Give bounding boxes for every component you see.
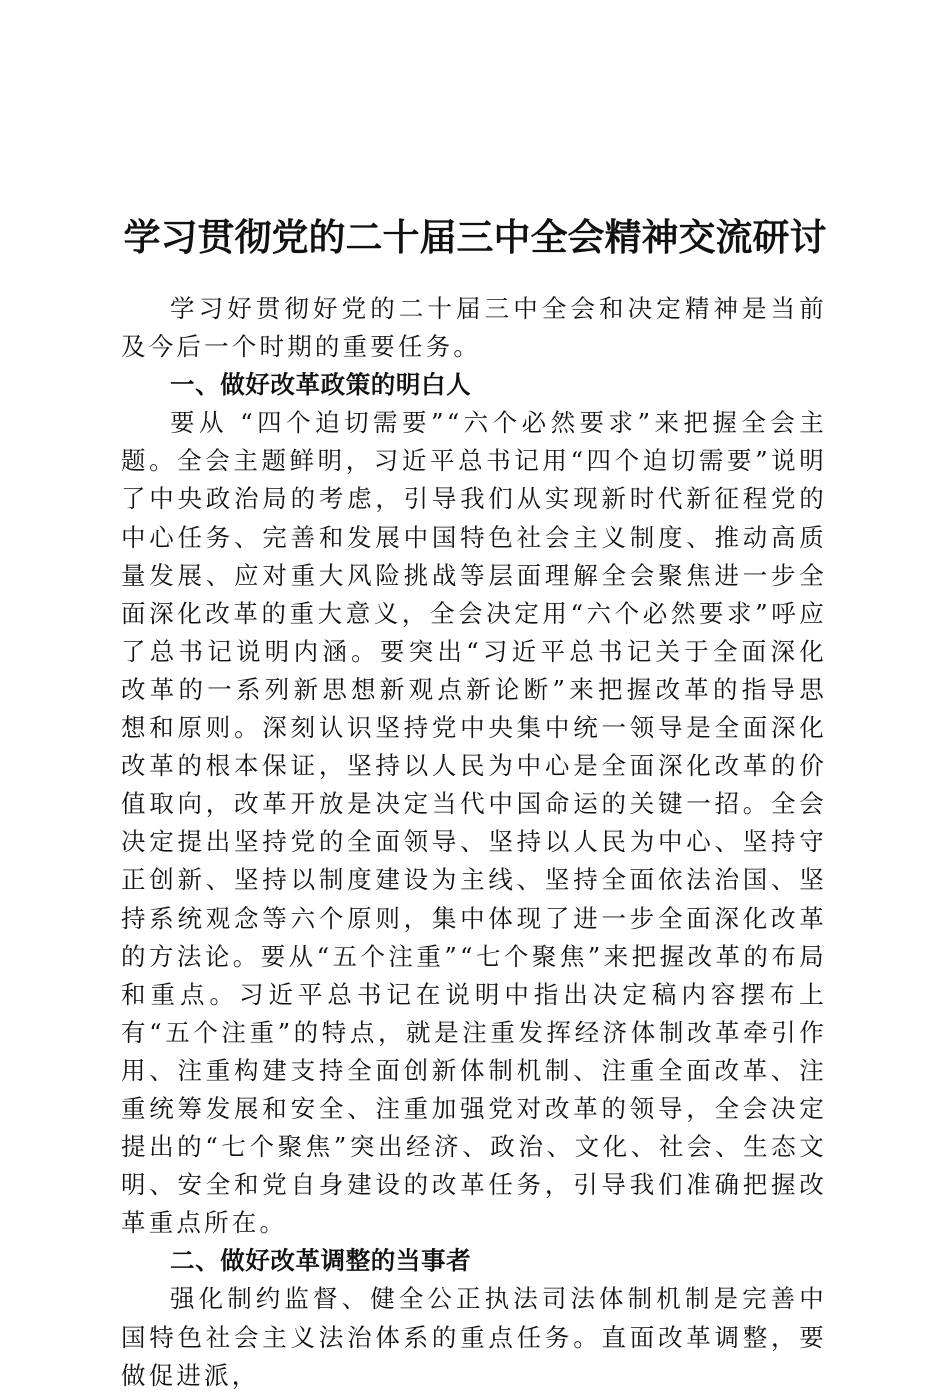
document-title: 学习贯彻党的二十届三中全会精神交流研讨 [123, 214, 827, 259]
section-1-heading: 一、做好改革政策的明白人 [170, 370, 472, 400]
section-1-paragraph: 要从 “四个迫切需要”“六个必然要求”来把握全会主题。全会主题鲜明，习近平总书记用“四个迫切需要”说明了中央政治局的考虑，引导我们从实现新时代新征程党的中心任务、完善和发展中国特色社会主义制度、推动高质量发展、应对重大风险挑战等层面理解全会聚焦进一步全面深化改革的重大意义，全会决定用“六个必然要求”呼应了总书记说明内涵。要突出“习近平总书记关于全面深化改革的一系列新思想新观点新论断”来把握改革的指导思想和原则。深刻认识坚持党中央集中统一领导是全面深化改革的根本保证，坚持以人民为中心是全面深化改革的价值取向，改革开放是决定当代中国命运的关键一招。全会决定提出坚持党的全面领导、坚持以人民为中心、坚持守正创新、坚持以制度建设为主线、坚持全面依法治国、坚持系统观念等六个原则，集中体现了进一步全面深化改革的方法论。要从“五个注重”“七个聚焦”来把握改革的布局和重点。习近平总书记在说明中指出决定稿内容摆布上有“五个注重”的特点，就是注重发挥经济体制改革牵引作用、注重构建支持全面创新体制机制、注重全面改革、注重统筹发展和安全、注重加强党对改革的领导，全会决定提出的“七个聚焦”突出经济、政治、文化、社会、生态文明、安全和党自身建设的改革任务，引导我们准确把握改革重点所在。 [121, 408, 827, 1238]
intro-paragraph: 学习好贯彻好党的二十届三中全会和决定精神是当前及今后一个时期的重要任务。 [121, 294, 827, 362]
section-2-heading: 二、做好改革调整的当事者 [170, 1246, 472, 1276]
document-body [121, 290, 827, 1395]
section-2-paragraph: 强化制约监督、健全公正执法司法体制机制是完善中国特色社会主义法治体系的重点任务。直面改革调整，要做促进派， [121, 1284, 827, 1390]
